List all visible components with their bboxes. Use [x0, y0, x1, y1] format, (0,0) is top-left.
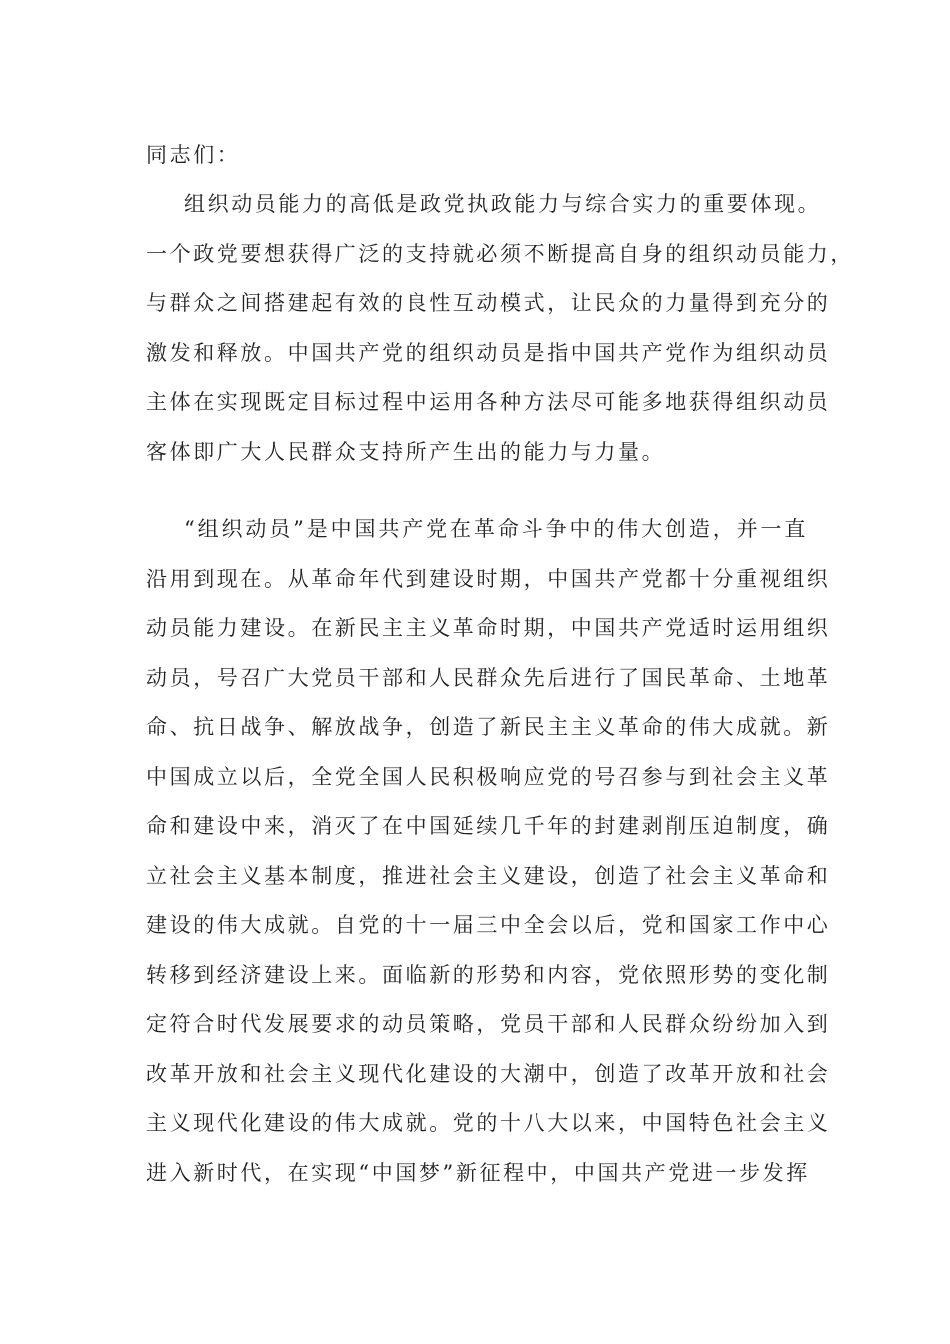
paragraph-line: 动员，号召广大党员干部和人民群众先后进行了国民革命、土地革	[146, 665, 831, 690]
paragraph-line: 立社会主义基本制度，推进社会主义建设，创造了社会主义革命和	[146, 863, 831, 888]
paragraph-line: 一个政党要想获得广泛的支持就必须不断提高自身的组织动员能力，	[146, 241, 854, 266]
paragraph-line: 主体在实现既定目标过程中运用各种方法尽可能多地获得组织动员	[146, 390, 831, 414]
paragraph-line: 进入新时代，在实现“中国梦”新征程中，中国共产党进一步发挥	[146, 1160, 810, 1185]
paragraph-1	[146, 180, 854, 477]
paragraph-line: 改革开放和社会主义现代化建设的大潮中，创造了改革开放和社会	[146, 1061, 831, 1086]
paragraph-line: 沿用到现在。从革命年代到建设时期，中国共产党都十分重视组织	[146, 566, 831, 591]
paragraph-line: 组织动员能力的高低是政党执政能力与综合实力的重要体现。	[184, 192, 822, 216]
paragraph-line: 主义现代化建设的伟大成就。党的十八大以来，中国特色社会主义	[146, 1111, 831, 1135]
paragraph-line: 命、抗日战争、解放战争，创造了新民主主义革命的伟大成就。新	[146, 715, 831, 739]
paragraph-line: 与群众之间搭建起有效的良性互动模式，让民众的力量得到充分的	[146, 291, 831, 315]
greeting: 同志们：	[146, 143, 241, 167]
paragraph-line: 建设的伟大成就。自党的十一届三中全会以后，党和国家工作中心	[146, 913, 831, 937]
paragraph-line: 定符合时代发展要求的动员策略，党员干部和人民群众纷纷加入到	[146, 1012, 831, 1036]
paragraph-2	[146, 505, 831, 1198]
paragraph-line: 客体即广大人民群众支持所产生出的能力与力量。	[146, 439, 666, 464]
paragraph-line: 激发和释放。中国共产党的组织动员是指中国共产党作为组织动员	[146, 340, 831, 365]
paragraph-line: 中国成立以后，全党全国人民积极响应党的号召参与到社会主义革	[146, 764, 831, 789]
paragraph-line: 命和建设中来，消灭了在中国延续几千年的封建剥削压迫制度，确	[146, 814, 831, 838]
paragraph-line: 动员能力建设。在新民主主义革命时期，中国共产党适时运用组织	[146, 616, 831, 640]
paragraph-line: “组织动员”是中国共产党在革命斗争中的伟大创造，并一直	[184, 517, 808, 541]
paragraph-line: 转移到经济建设上来。面临新的形势和内容，党依照形势的变化制	[146, 962, 831, 987]
